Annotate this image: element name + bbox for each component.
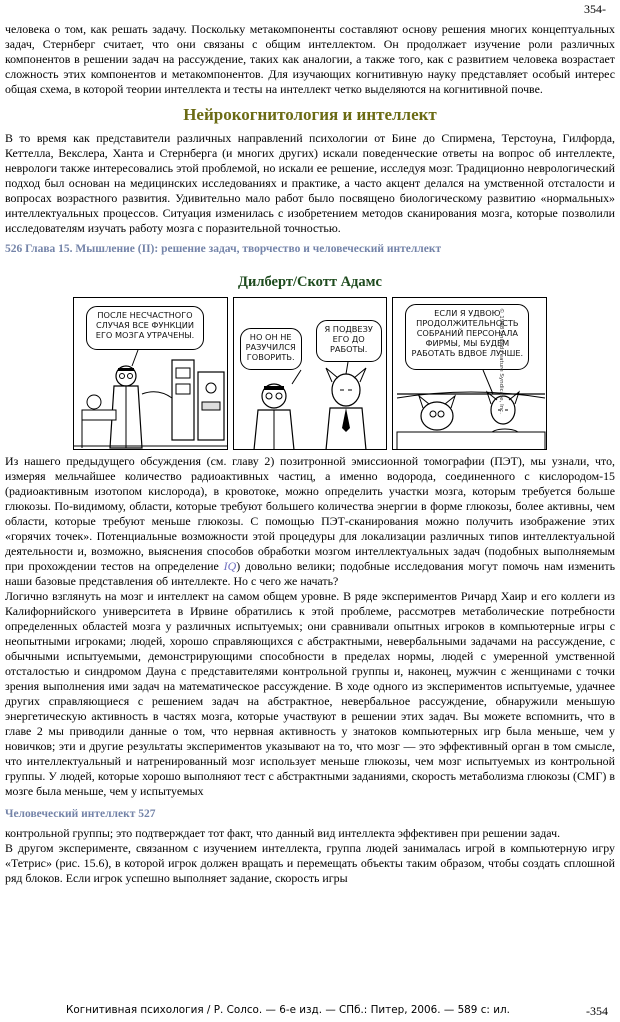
car-scene-drawing — [393, 298, 547, 450]
dilbert-comic — [73, 297, 547, 450]
speech-bubble-2b: Я ПОДВЕЗУ ЕГО ДО РАБОТЫ. — [316, 320, 382, 362]
doctor-and-dogbert-drawing — [234, 298, 388, 450]
page-content — [0, 22, 620, 886]
paragraph-haier: Логично взглянуть на мозг и интеллект на самом общем уровне. В ряде экспериментов Ричард Хаир и его коллеги из Калифорнийского университета в Ирвине обратились к этой проблеме, рассмотрев метаболические потребности определенных областей мозга у различных испытуемых; они сравнивали опытных игроков в компьютерные игры с неопытными игроками; людей, хорошо справляющихся с абстрактными, невербальными задачами на рассуждение, с обычными испытуемыми, демонстрирующими способности в пределах нормы, людей с умеренной умственной отсталостью и синдромом Дауна с представителями контрольной группы и, наконец, мужчин с женщинами с точки зрения выполнения ими задач на математическое рассуждение. В ходе одного из экспериментов испытуемые, удачнее других справляющиеся с решением задач на абстрактное, невербальное рассуждение, обнаружили меньшую энергетическую активность в частях мозга, которые участвуют в решении этих задач. Вы можете вспомнить, что в главе 2 мы приводили данные о том, что нервная активность у знатоков компьютерных игр была меньше, чем у новичков; эти и другие результаты экспериментов указывают на то, что мозг — это эффективный орган в том смысле, что интеллектуальный и натренированный мозг использует меньше глюкозы, чем мозг испытуемых из контрольной группы. У людей, которые хорошо выполняют тест с абстрактными заданиями, скорость метаболизма глюкозы (СМГ) в мозге была меньше, чем у испытуемых — [5, 589, 615, 798]
paragraph-neuro: В то время как представители различных направлений психологии от Бине до Спирмена, Терстоуна, Гилфорда, Кеттелла, Векслера, Ханта и Стернберга (и многих других) искали поведенческие ответы на вопрос об интеллекте, неврологи также интересовались этой проблемой, но искали ее решение, исследуя мозг. Традиционно неврологический подход был основан на медицинских исследованиях и практике, а часто акцент делался на умственной отсталости и вопросах возрастного развития. Удивительно мало работ было посвящено биологическому развитию «нормальных» интеллектуальных процессов. Ситуация изменилась с изобретением методов сканирования мозга, которые позволили исследователям изучать работу мозга с поразительной точностью. — [5, 131, 615, 235]
page-number-top: 354- — [584, 2, 606, 16]
footer-page-number: -354 — [586, 1004, 608, 1018]
running-head-chapter: 526 Глава 15. Мышление (II): решение задач, творчество и человеческий интеллект — [5, 243, 442, 255]
paragraph-pet — [5, 454, 615, 589]
paragraph-tetris: В другом эксперименте, связанном с изучением интеллекта, группа людей занималась игрой в компьютерную игру «Тетрис» (рис. 15.6), в которой игрок должен вращать и перемещать объекты таким образом, чтобы создать сплошной ряд блоков. Если игрок успешно выполняет задание, скорость игры — [5, 841, 615, 885]
section-heading: Нейрокогнитология и интеллект — [183, 105, 437, 124]
comic-panel-3 — [392, 297, 547, 450]
speech-bubble-2a: НО ОН НЕ РАЗУЧИЛСЯ ГОВОРИТЬ. — [240, 328, 302, 370]
comic-title: Дилберт/Скотт Адамс — [238, 274, 382, 290]
comic-panel-1 — [73, 297, 228, 450]
paragraph-pet-after-link: ) довольно велики; подобные исследования могут помочь нам изменить наши базовые представления об интеллекте. Но с чего же начать? — [5, 559, 615, 588]
comic-panel-2 — [233, 297, 388, 450]
footer-source: Когнитивная психология / Р. Солсо. — 6-е изд. — СПб.: Питер, 2006. — 589 с: ил. — [66, 1004, 510, 1016]
paragraph-pet-before-link: Из нашего предыдущего обсуждения (см. главу 2) позитронной эмиссионной томографии (ПЭТ), мы узнали, что, измеряя мельчайшее количество радиоактивных частиц, а именно водорода, соединенного с кислородом-15 (радиоактивным изотопом кислорода), в кровотоке, можно определить участки мозга, которым требуется больше глюкозы. По-видимому, области, которые требуют большего количества энергии в форме глюкозы, более активны, чем области, которые требуют меньше глюкозы. С помощью ПЭТ-сканирования можно получить изображение этих «горячих точек». Потенциальные возможности этой процедуры для локализации различных типов интеллектуальной деятельности и, возможно, выяснения способов обработки мозгом интеллектуальных задач (подобных выполняемым при прохождении тестов на определение — [5, 454, 615, 573]
paragraph-control: контрольной группы; это подтверждает тот факт, что данный вид интеллекта эффективен при решении задач. — [5, 826, 561, 840]
iq-link[interactable]: IQ — [223, 559, 237, 573]
running-head-section: Человеческий интеллект 527 — [5, 808, 156, 820]
paragraph-intro: человека о том, как решать задачу. Поскольку метакомпоненты составляют основу решения многих концептуальных задач, Стернберг считает, что они связаны с общим интеллектом. Он продолжает изучение роли различных компонентов в решении задач на рассуждение, таких как аналогии, а также того, как с развитием человека возрастает сложность этих компонентов и метакомпонентов. Для изучающих когнитивную науку представляет особый интерес общая схема, в которой теории интеллекта и тесты на интеллект четко выделяются на когнитивной почве. — [5, 22, 615, 96]
hospital-scene-drawing — [74, 298, 228, 450]
speech-bubble-doctor: ПОСЛЕ НЕСЧАСТНОГО СЛУЧАЯ ВСЕ ФУНКЦИИ ЕГО МОЗГА УТРАЧЕНЫ. — [86, 306, 204, 350]
speech-bubble-3: ЕСЛИ Я УДВОЮ ПРОДОЛЖИТЕЛЬНОСТЬ СОБРАНИЙ ПЕРСОНАЛА ФИРМЫ, МЫ БУДЕМ РАБОТАТЬ ВДВОЕ ЛУЧШЕ. — [405, 304, 529, 370]
comic-credit: © 1998 United Feature Syndicate, Inc. — [498, 308, 505, 414]
